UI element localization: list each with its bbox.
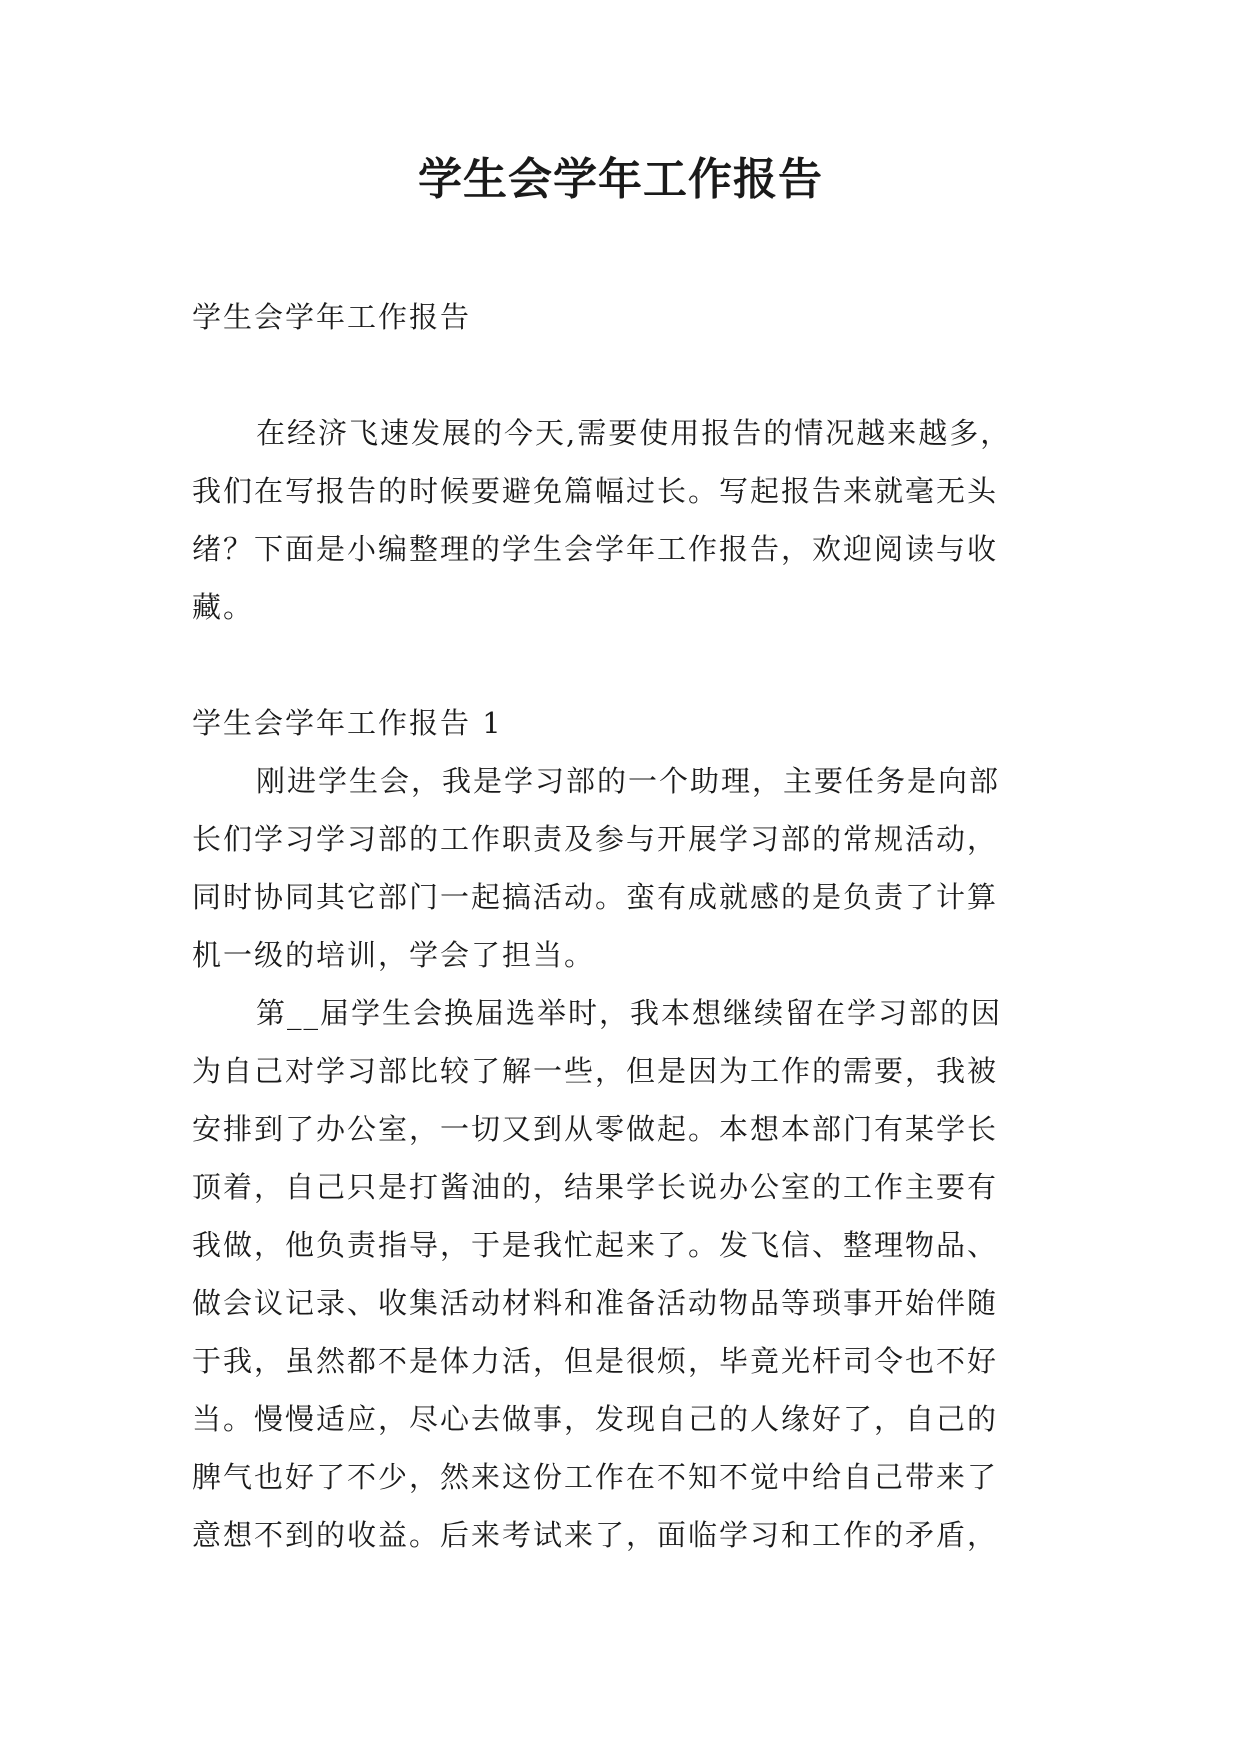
- document-title: 学生会学年工作报告: [418, 154, 823, 205]
- paragraph-line: 绪？下面是小编整理的学生会学年工作报告，欢迎阅读与收: [192, 532, 999, 566]
- paragraph-line: 意想不到的收益。后来考试来了，面临学习和工作的矛盾，: [192, 1518, 999, 1552]
- paragraph-line: 第__届学生会换届选举时，我本想继续留在学习部的因: [256, 996, 1003, 1030]
- paragraph-line: 当。慢慢适应，尽心去做事，发现自己的人缘好了，自己的: [192, 1402, 999, 1436]
- document-subtitle: 学生会学年工作报告: [192, 300, 472, 334]
- paragraph-line: 安排到了办公室，一切又到从零做起。本想本部门有某学长: [192, 1112, 999, 1146]
- paragraph-line: 藏。: [192, 590, 255, 624]
- paragraph-line: 我们在写报告的时候要避免篇幅过长。写起报告来就毫无头: [192, 474, 999, 508]
- paragraph-line: 于我，虽然都不是体力活，但是很烦，毕竟光杆司令也不好: [192, 1344, 999, 1378]
- intro-paragraph: [192, 404, 1060, 636]
- paragraph-line: 同时协同其它部门一起搞活动。蛮有成就感的是负责了计算: [192, 880, 999, 914]
- paragraph-line: 做会议记录、收集活动材料和准备活动物品等琐事开始伴随: [192, 1286, 999, 1320]
- body-paragraph: [192, 752, 1060, 984]
- spacer: [192, 346, 1060, 404]
- paragraph-line: 在经济飞速发展的今天,需要使用报告的情况越来越多，: [256, 416, 1012, 450]
- spacer: [192, 636, 1060, 694]
- body-paragraph: [192, 984, 1060, 1564]
- paragraph-line: 为自己对学习部比较了解一些，但是因为工作的需要，我被: [192, 1054, 999, 1088]
- paragraph-line: 顶着，自己只是打酱油的，结果学长说办公室的工作主要有: [192, 1170, 999, 1204]
- paragraph-line: 长们学习学习部的工作职责及参与开展学习部的常规活动，: [192, 822, 999, 856]
- paragraph-line: 刚进学生会，我是学习部的一个助理，主要任务是向部: [256, 764, 1001, 798]
- section-heading: 学生会学年工作报告 1: [192, 706, 503, 740]
- paragraph-line: 机一级的培训，学会了担当。: [192, 938, 596, 972]
- paragraph-line: 我做，他负责指导，于是我忙起来了。发飞信、整理物品、: [192, 1228, 999, 1262]
- paragraph-line: 脾气也好了不少，然来这份工作在不知不觉中给自己带来了: [192, 1460, 999, 1494]
- document-body: [192, 288, 1060, 1564]
